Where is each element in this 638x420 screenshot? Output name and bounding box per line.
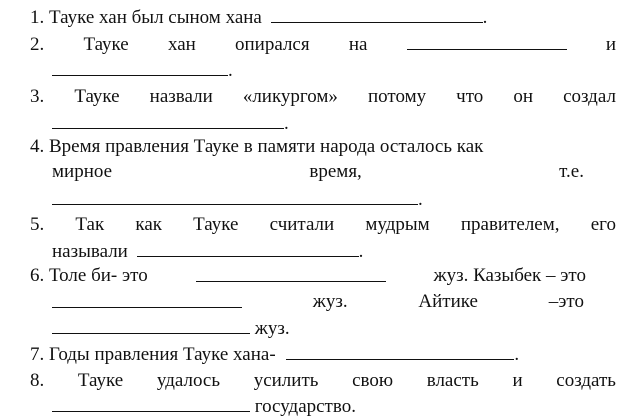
item-2-end: . bbox=[228, 60, 233, 81]
item-1-end: . bbox=[482, 7, 488, 28]
item-4-blank[interactable] bbox=[52, 186, 418, 205]
item-6-line-2 bbox=[52, 289, 584, 315]
item-2-word-4: на bbox=[348, 34, 368, 55]
item-2-and: и bbox=[605, 34, 616, 55]
item-4-number: 4. bbox=[30, 136, 45, 157]
item-3-word-3: «ликургом» bbox=[242, 86, 338, 107]
item-3-word-5: что bbox=[456, 86, 484, 107]
item-1-blank[interactable] bbox=[271, 4, 483, 23]
item-7-blank[interactable] bbox=[286, 341, 514, 360]
item-6-line-3-end: жуз. bbox=[254, 318, 290, 339]
item-2-word-3: опирался bbox=[235, 34, 310, 55]
item-3-blank[interactable] bbox=[52, 110, 284, 129]
item-4-word-2: время, bbox=[309, 161, 362, 182]
item-3-line-1 bbox=[30, 84, 616, 110]
item-8-line-2 bbox=[52, 393, 356, 419]
item-6-blank-2[interactable] bbox=[52, 289, 242, 308]
item-4-end: . bbox=[418, 189, 423, 210]
item-7-number: 7. bbox=[30, 344, 45, 365]
item-5-number: 5. bbox=[30, 214, 45, 235]
item-4-text: Время правления Тауке в памяти народа осталось как bbox=[49, 136, 484, 157]
item-7 bbox=[30, 341, 519, 367]
item-8-word-5: власть bbox=[426, 370, 479, 391]
item-4-word-1: мирное bbox=[52, 161, 113, 182]
item-6-mid: жуз. Казыбек – это bbox=[433, 265, 586, 286]
item-5-word-2: как bbox=[135, 214, 162, 235]
item-3-word-7: создал bbox=[563, 86, 616, 107]
item-4-line-3 bbox=[52, 186, 423, 212]
item-5-word-3: Тауке bbox=[193, 214, 239, 235]
item-7-text: Годы правления Тауке хана- bbox=[49, 344, 276, 365]
item-5-line-1 bbox=[30, 212, 616, 238]
item-6-line-2-word-3: –это bbox=[548, 291, 584, 312]
item-2-word-1: Тауке bbox=[83, 34, 129, 55]
item-8-word-4: свою bbox=[352, 370, 394, 391]
item-4-word-3: т.е. bbox=[559, 161, 584, 182]
item-8-word-1: Тауке bbox=[77, 370, 124, 391]
item-3-word-6: он bbox=[513, 86, 534, 107]
item-2-blank-2[interactable] bbox=[52, 57, 228, 76]
item-8-line-1 bbox=[30, 368, 616, 394]
item-6-blank-1[interactable] bbox=[196, 263, 386, 282]
item-8-word-3: усилить bbox=[253, 370, 319, 391]
item-2-word-2: хан bbox=[167, 34, 196, 55]
item-5-word-6: правителем, bbox=[460, 214, 560, 235]
item-5-word-4: считали bbox=[269, 214, 335, 235]
item-5-end: . bbox=[358, 241, 364, 262]
item-5-blank[interactable] bbox=[137, 238, 359, 257]
item-6-number: 6. bbox=[30, 265, 45, 286]
item-5-word-5: мудрым bbox=[365, 214, 430, 235]
item-3-word-2: назвали bbox=[149, 86, 213, 107]
item-4-line-1 bbox=[30, 134, 483, 160]
item-2-line-2 bbox=[52, 57, 233, 83]
item-3-line-2 bbox=[52, 110, 289, 136]
item-6-line-1 bbox=[30, 263, 586, 289]
item-8-word-7: создать bbox=[556, 370, 616, 391]
item-3-number: 3. bbox=[30, 86, 45, 107]
item-1-text: Тауке хан был сыном хана bbox=[49, 7, 262, 28]
item-3-word-1: Тауке bbox=[74, 86, 120, 107]
item-5-line-2 bbox=[52, 238, 363, 264]
item-2-line-1 bbox=[30, 31, 616, 57]
item-5-line-2-text: называли bbox=[52, 241, 128, 262]
item-5-word-1: Так bbox=[75, 214, 105, 235]
item-1-number: 1. bbox=[30, 7, 45, 28]
item-3-end: . bbox=[284, 113, 289, 134]
item-7-end: . bbox=[514, 344, 520, 365]
item-6-line-2-word-2: Айтике bbox=[418, 291, 478, 312]
item-6-line-2-word-1: жуз. bbox=[312, 291, 348, 312]
item-8-line-2-end: государство. bbox=[254, 396, 356, 417]
item-2-number: 2. bbox=[30, 34, 45, 55]
item-3-word-4: потому bbox=[367, 86, 427, 107]
item-6-blank-3[interactable] bbox=[52, 315, 250, 334]
item-6-line-3 bbox=[52, 315, 290, 341]
item-1 bbox=[30, 4, 487, 30]
item-6-pre: Толе би- это bbox=[49, 265, 148, 286]
item-8-word-6: и bbox=[512, 370, 523, 391]
item-5-word-7: его bbox=[590, 214, 616, 235]
item-8-blank[interactable] bbox=[52, 393, 250, 412]
item-8-number: 8. bbox=[30, 370, 45, 391]
item-8-word-2: удалось bbox=[156, 370, 221, 391]
item-2-blank-1[interactable] bbox=[407, 31, 567, 50]
item-4-line-2 bbox=[52, 159, 584, 185]
